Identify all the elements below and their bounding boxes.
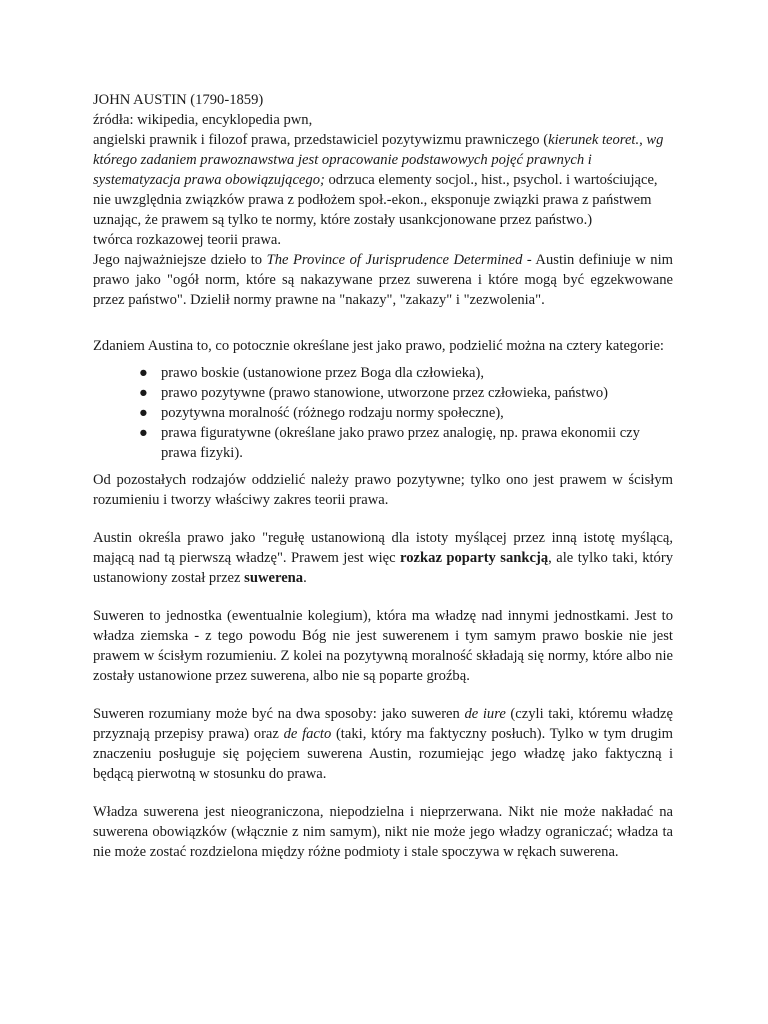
de-facto-term: de facto	[283, 726, 332, 742]
sovereign-paragraph: Suweren to jednostka (ewentualnie kolegium), która ma władzę nad innymi jednostkami. Jest to władza ziemska - z tego powodu Bóg nie jest suwerenem i tym samym prawo boskie nie jest prawem w ścisłym rozumieniu. Z kolei na pozytywną moralność składają się normy, które albo nie zostały ustanowione przez suwerena, albo nie są poparte groźbą.	[93, 608, 673, 684]
author-description	[93, 130, 673, 230]
bullet-icon: ●	[139, 365, 148, 381]
definition-text-start: Austin określa prawo jako "regułę ustanowioną dla istoty myślącej przez inną istotę myślącą, mającą nad tą pierwszą władzę". Prawem jest więc	[93, 530, 673, 566]
creator-line: twórca rozkazowej teorii prawa.	[93, 232, 282, 248]
work-text-start: Jego najważniejsze dzieło to	[93, 252, 267, 268]
category-text: prawo boskie (ustanowione przez Boga dla człowieka),	[161, 365, 484, 381]
description-italic-definition: kierunek teoret., wg którego zadaniem prawoznawstwa jest opracowanie podstawowych pojęć prawnych i systematyzacja prawa obowiązującego;	[93, 132, 664, 188]
list-item	[139, 363, 673, 383]
law-definition-paragraph	[93, 528, 673, 588]
bullet-icon: ●	[139, 385, 148, 401]
list-item	[139, 383, 673, 403]
category-text: prawo pozytywne (prawo stanowione, utworzone przez człowieka, państwo)	[161, 385, 608, 401]
sources-line: źródła: wikipedia, encyklopedia pwn,	[93, 112, 313, 128]
two-ways-text-end: (taki, który ma faktyczny posłuch). Tylko w tym drugim znaczeniu posługuje się pojęciem suwerena Austin, rozumiejąc jego władzę jako faktyczną i będącą pierwotną w stosunku do prawa.	[93, 726, 674, 782]
list-item	[139, 403, 673, 423]
description-text-start: angielski prawnik i filozof prawa, przedstawiciel pozytywizmu prawniczego (	[93, 132, 549, 148]
two-ways-paragraph	[93, 704, 673, 784]
list-item	[139, 423, 673, 463]
definition-text-middle: , ale tylko taki, który ustanowiony został przez	[93, 550, 673, 586]
intro-section	[93, 90, 673, 310]
categories-intro: Zdaniem Austina to, co potocznie określane jest jako prawo, podzielić można na cztery kategorie:	[93, 338, 664, 354]
bullet-icon: ●	[139, 425, 148, 441]
de-iure-term: de iure	[464, 706, 506, 722]
sovereign-power-paragraph: Władza suwerena jest nieograniczona, niepodzielna i nieprzerwana. Nikt nie może nakładać na suwerena obowiązków (włącznie z nim samym), nikt nie może jego władzy ograniczać; władza ta nie może zostać rozdzielona między różne podmioty i stale spoczywa w rękach suwerena.	[93, 804, 673, 860]
two-ways-text-middle: (czyli taki, któremu władzę przyznają przepisy prawa) oraz	[93, 706, 673, 742]
category-text: pozytywna moralność (różnego rodzaju normy społeczne),	[161, 405, 504, 421]
definition-text-end: .	[303, 570, 307, 586]
work-title: The Province of Jurisprudence Determined	[266, 252, 523, 268]
spacer	[93, 310, 673, 336]
two-ways-text-start: Suweren rozumiany może być na dwa sposoby: jako suweren	[93, 706, 465, 722]
document-heading: JOHN AUSTIN (1790-1859)	[93, 92, 264, 108]
categories-list	[93, 363, 673, 463]
category-text: prawa figuratywne (określane jako prawo przez analogię, np. prawa ekonomii czy prawa fizyki).	[161, 425, 640, 461]
main-work-paragraph	[93, 250, 673, 310]
sovereign-term: suwerena	[244, 570, 304, 586]
work-text-end: - Austin definiuje w nim prawo jako "ogół norm, które są nakazywane przez suwerena i które mogą być egzekwowane przez państwo". Dzielił normy prawne na "nakazy", "zakazy" i "zezwolenia".	[93, 252, 673, 308]
document-page	[93, 90, 673, 880]
description-text-end: odrzuca elementy socjol., hist., psychol. i wartościujące, nie uwzględnia związków prawa z podłożem społ.-ekon., eksponuje związki prawa z państwem uznając, że prawem są tylko te normy, które zostały usankcjonowane przez państwo.)	[93, 172, 658, 228]
command-sanction-term: rozkaz poparty sankcją	[400, 550, 549, 566]
positive-law-paragraph: Od pozostałych rodzajów oddzielić należy prawo pozytywne; tylko ono jest prawem w ścisłym rozumieniu i tworzy właściwy zakres teorii prawa.	[93, 472, 673, 508]
bullet-icon: ●	[139, 405, 148, 421]
